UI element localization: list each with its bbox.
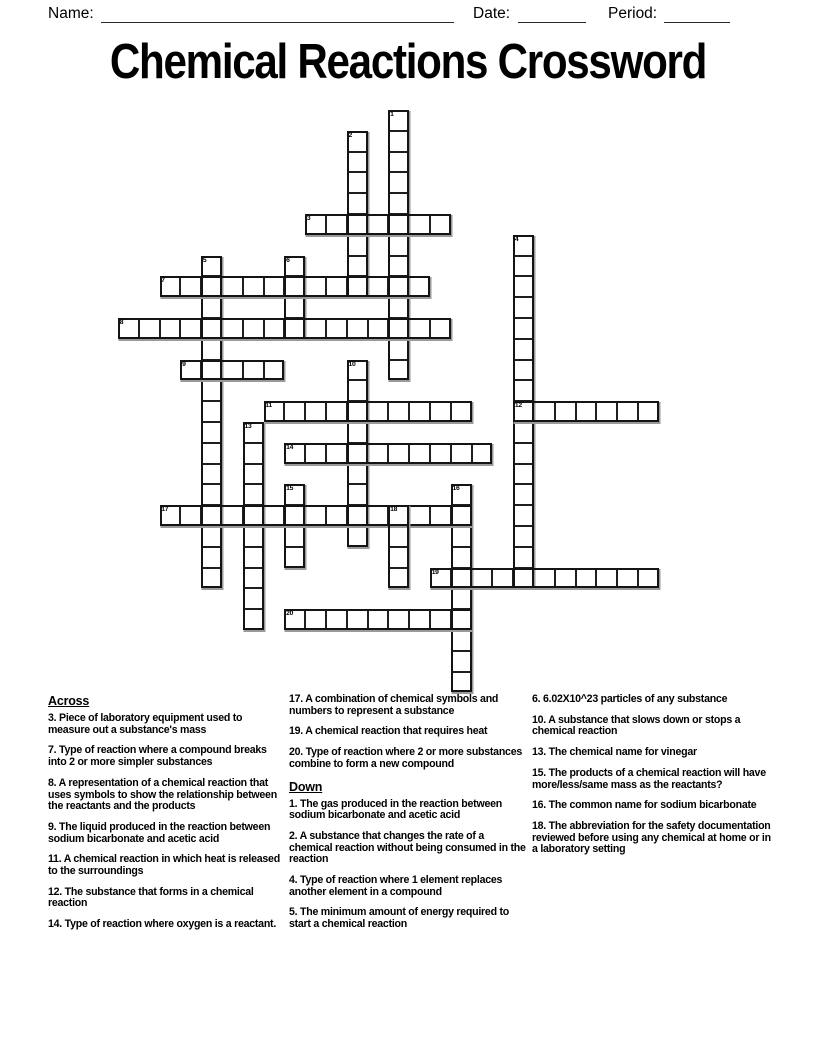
- clue-text: A combination of chemical symbols and numbers to represent a substance: [289, 693, 499, 717]
- clue-text: A chemical reaction in which heat is released to the surroundings: [48, 853, 280, 878]
- grid-number-10: 10: [348, 360, 356, 368]
- grid-cell[interactable]: [451, 651, 472, 672]
- grid-cell[interactable]: [388, 214, 409, 235]
- date-fill-line[interactable]: [518, 4, 586, 23]
- clue-number-label: 19.: [289, 725, 306, 738]
- grid-cell[interactable]: [264, 401, 285, 422]
- grid-number-17: 17: [161, 506, 169, 514]
- grid-cell[interactable]: [513, 380, 534, 401]
- grid-cell[interactable]: [451, 443, 472, 464]
- grid-cell[interactable]: [180, 318, 201, 339]
- grid-cell[interactable]: [305, 401, 326, 422]
- grid-cell[interactable]: [409, 401, 430, 422]
- grid-cell[interactable]: [347, 609, 368, 630]
- grid-cell[interactable]: [368, 276, 389, 297]
- grid-cell[interactable]: [430, 318, 451, 339]
- grid-cell[interactable]: [388, 131, 409, 152]
- grid-cell[interactable]: [451, 588, 472, 609]
- grid-cell[interactable]: [347, 360, 368, 381]
- grid-cell[interactable]: [347, 276, 368, 297]
- grid-number-16: 16: [452, 485, 460, 493]
- grid-cell[interactable]: [305, 443, 326, 464]
- grid-cell[interactable]: [513, 505, 534, 526]
- grid-number-8: 8: [119, 319, 124, 326]
- clue-text: The chemical name for vinegar: [548, 746, 697, 759]
- grid-cell[interactable]: [513, 484, 534, 505]
- clue-18: [532, 821, 778, 856]
- grid-cell[interactable]: [264, 360, 285, 381]
- grid-cell[interactable]: [617, 568, 638, 589]
- clues-heading-across: Across: [48, 694, 90, 708]
- grid-cell[interactable]: [388, 609, 409, 630]
- clue-text: The substance that forms in a chemical reaction: [48, 885, 254, 910]
- clue-text: Piece of laboratory equipment used to measure out a substance's mass: [48, 712, 243, 736]
- grid-cell[interactable]: [243, 276, 264, 297]
- grid-cell[interactable]: [430, 505, 451, 526]
- period-label: Period:: [608, 5, 658, 22]
- grid-cell[interactable]: [284, 276, 305, 297]
- header-row: [48, 4, 748, 28]
- grid-cell[interactable]: [430, 568, 451, 589]
- grid-cell[interactable]: [284, 443, 305, 464]
- grid-cell[interactable]: [201, 318, 222, 339]
- grid-cell[interactable]: [243, 547, 264, 568]
- clue-text: 6.02X10^23 particles of any substance: [543, 693, 728, 705]
- grid-cell[interactable]: [513, 526, 534, 547]
- grid-cell[interactable]: [180, 276, 201, 297]
- clue-text: The abbreviation for the safety documentation reviewed before using any chemical at home or in a laboratory setting: [532, 819, 771, 856]
- clue-text: A substance that slows down or stops a chemical reaction: [532, 713, 741, 738]
- grid-cell[interactable]: [305, 276, 326, 297]
- clue-number-label: 14.: [48, 918, 65, 931]
- grid-cell[interactable]: [347, 172, 368, 193]
- clue-number-label: 10.: [532, 713, 549, 726]
- grid-cell[interactable]: [347, 443, 368, 464]
- grid-number-1: 1: [390, 111, 394, 118]
- grid-cell[interactable]: [388, 526, 409, 547]
- grid-cell[interactable]: [347, 464, 368, 485]
- grid-cell[interactable]: [388, 297, 409, 318]
- grid-cell[interactable]: [201, 276, 222, 297]
- grid-cell[interactable]: [160, 505, 181, 526]
- clue-14: [48, 919, 286, 931]
- grid-cell[interactable]: [347, 256, 368, 277]
- grid-cell[interactable]: [201, 484, 222, 505]
- grid-cell[interactable]: [347, 193, 368, 214]
- clues-column-3: [532, 694, 778, 865]
- grid-cell[interactable]: [388, 568, 409, 589]
- clue-7: [48, 745, 286, 768]
- grid-cell[interactable]: [451, 505, 472, 526]
- grid-cell[interactable]: [451, 609, 472, 630]
- clue-number-label: 7.: [48, 744, 60, 757]
- grid-cell[interactable]: [534, 401, 555, 422]
- clue-number-label: 2.: [289, 829, 300, 842]
- grid-number-9: 9: [182, 360, 186, 368]
- date-label: Date:: [473, 5, 511, 22]
- name-fill-line[interactable]: [101, 4, 454, 23]
- grid-cell[interactable]: [243, 360, 264, 381]
- clue-number-label: 17.: [289, 693, 306, 705]
- grid-cell[interactable]: [513, 256, 534, 277]
- grid-cell[interactable]: [409, 276, 430, 297]
- grid-cell[interactable]: [347, 401, 368, 422]
- grid-number-12: 12: [514, 402, 522, 410]
- grid-cell[interactable]: [388, 172, 409, 193]
- grid-cell[interactable]: [201, 297, 222, 318]
- grid-cell[interactable]: [347, 526, 368, 547]
- grid-number-6: 6: [286, 256, 290, 264]
- clue-number-label: 6.: [532, 693, 544, 705]
- clue-17: [289, 694, 527, 717]
- grid-cell[interactable]: [576, 568, 597, 589]
- grid-cell[interactable]: [139, 318, 160, 339]
- grid-cell[interactable]: [160, 318, 181, 339]
- grid-number-4: 4: [514, 235, 519, 243]
- grid-cell[interactable]: [555, 401, 576, 422]
- grid-cell[interactable]: [347, 380, 368, 401]
- grid-cell[interactable]: [513, 568, 534, 589]
- grid-cell[interactable]: [284, 484, 305, 505]
- grid-cell[interactable]: [243, 443, 264, 464]
- grid-cell[interactable]: [388, 152, 409, 173]
- grid-cell[interactable]: [243, 609, 264, 630]
- grid-cell[interactable]: [201, 443, 222, 464]
- grid-cell[interactable]: [284, 526, 305, 547]
- grid-cell[interactable]: [409, 505, 430, 526]
- grid-cell[interactable]: [326, 443, 347, 464]
- grid-cell[interactable]: [513, 276, 534, 297]
- grid-cell[interactable]: [513, 339, 534, 360]
- grid-cell[interactable]: [180, 360, 201, 381]
- clue-number-label: 4.: [289, 874, 301, 887]
- period-fill-line[interactable]: [664, 4, 730, 23]
- grid-cell[interactable]: [326, 276, 347, 297]
- grid-cell[interactable]: [347, 505, 368, 526]
- grid-cell[interactable]: [284, 401, 305, 422]
- grid-cell[interactable]: [368, 443, 389, 464]
- grid-cell[interactable]: [222, 318, 243, 339]
- grid-cell[interactable]: [243, 318, 264, 339]
- grid-number-7: 7: [161, 277, 165, 285]
- clues-heading-down: Down: [289, 779, 323, 794]
- grid-cell[interactable]: [596, 568, 617, 589]
- clue-number-label: 5.: [289, 906, 301, 919]
- grid-cell[interactable]: [305, 609, 326, 630]
- grid-cell[interactable]: [513, 401, 534, 422]
- clue-text: A representation of a chemical reaction that uses symbols to show the relationship between the reactants and the products: [48, 776, 277, 813]
- grid-cell[interactable]: [347, 422, 368, 443]
- grid-cell[interactable]: [492, 568, 513, 589]
- grid-cell[interactable]: [201, 401, 222, 422]
- grid-number-15: 15: [286, 485, 294, 493]
- grid-cell[interactable]: [451, 526, 472, 547]
- clue-12: [48, 887, 286, 910]
- grid-cell[interactable]: [264, 276, 285, 297]
- grid-cell[interactable]: [284, 609, 305, 630]
- grid-cell[interactable]: [264, 505, 285, 526]
- grid-cell[interactable]: [451, 672, 472, 693]
- grid-cell[interactable]: [180, 505, 201, 526]
- clue-20: [289, 747, 527, 770]
- grid-cell[interactable]: [388, 110, 409, 131]
- clue-number-label: 20.: [289, 746, 306, 759]
- grid-cell[interactable]: [305, 318, 326, 339]
- grid-cell[interactable]: [409, 318, 430, 339]
- clue-text: Type of reaction where 2 or more substances combine to form a new compound: [289, 746, 522, 770]
- grid-cell[interactable]: [284, 297, 305, 318]
- grid-cell[interactable]: [347, 318, 368, 339]
- grid-cell[interactable]: [409, 214, 430, 235]
- grid-cell[interactable]: [347, 214, 368, 235]
- grid-cell[interactable]: [388, 256, 409, 277]
- grid-cell[interactable]: [388, 318, 409, 339]
- grid-cell[interactable]: [513, 318, 534, 339]
- grid-cell[interactable]: [201, 505, 222, 526]
- grid-number-19: 19: [431, 568, 439, 576]
- clue-13: [532, 747, 778, 759]
- grid-cell[interactable]: [513, 360, 534, 381]
- grid-cell[interactable]: [596, 401, 617, 422]
- grid-cell[interactable]: [555, 568, 576, 589]
- grid-cell[interactable]: [305, 214, 326, 235]
- grid-cell[interactable]: [409, 609, 430, 630]
- clue-9: [48, 822, 286, 845]
- clue-text: The gas produced in the reaction between sodium bicarbonate and acetic acid: [289, 797, 502, 822]
- grid-cell[interactable]: [243, 526, 264, 547]
- grid-cell[interactable]: [201, 422, 222, 443]
- clue-text: Type of reaction where a compound breaks into 2 or more simpler substances: [48, 744, 267, 769]
- clue-number-label: 8.: [48, 776, 59, 789]
- grid-cell[interactable]: [368, 318, 389, 339]
- grid-number-2: 2: [348, 131, 352, 139]
- grid-cell[interactable]: [243, 505, 264, 526]
- clue-16: [532, 800, 778, 812]
- clue-number-label: 15.: [532, 766, 549, 779]
- grid-cell[interactable]: [430, 214, 451, 235]
- clue-number-label: 11.: [48, 853, 64, 866]
- grid-cell[interactable]: [243, 568, 264, 589]
- grid-cell[interactable]: [430, 443, 451, 464]
- grid-cell[interactable]: [513, 547, 534, 568]
- grid-cell[interactable]: [326, 214, 347, 235]
- grid-cell[interactable]: [201, 339, 222, 360]
- grid-cell[interactable]: [243, 464, 264, 485]
- clue-number-label: 9.: [48, 820, 60, 833]
- clue-1: [289, 799, 527, 822]
- grid-cell[interactable]: [347, 484, 368, 505]
- clue-number-label: 13.: [532, 746, 549, 759]
- clue-number-label: 1.: [289, 797, 301, 810]
- grid-cell[interactable]: [326, 505, 347, 526]
- grid-cell[interactable]: [347, 235, 368, 256]
- clue-text: A chemical reaction that requires heat: [305, 725, 488, 738]
- grid-cell[interactable]: [388, 505, 409, 526]
- grid-cell[interactable]: [617, 401, 638, 422]
- grid-cell[interactable]: [513, 297, 534, 318]
- grid-number-3: 3: [306, 215, 311, 222]
- grid-number-13: 13: [244, 423, 252, 430]
- clue-8: [48, 778, 286, 813]
- grid-cell[interactable]: [472, 443, 493, 464]
- grid-cell[interactable]: [264, 318, 285, 339]
- grid-cell[interactable]: [326, 401, 347, 422]
- grid-cell[interactable]: [222, 276, 243, 297]
- clue-text: The products of a chemical reaction will have more/less/same mass as the reactants?: [532, 766, 766, 791]
- grid-cell[interactable]: [222, 505, 243, 526]
- grid-cell[interactable]: [222, 360, 243, 381]
- clue-text: A substance that changes the rate of a chemical reaction without being consumed in the reaction: [289, 829, 526, 866]
- grid-cell[interactable]: [284, 318, 305, 339]
- clue-11: [48, 854, 286, 877]
- grid-cell[interactable]: [451, 630, 472, 651]
- grid-cell[interactable]: [451, 547, 472, 568]
- grid-cell[interactable]: [388, 193, 409, 214]
- grid-cell[interactable]: [409, 443, 430, 464]
- grid-number-20: 20: [286, 610, 294, 618]
- grid-cell[interactable]: [388, 547, 409, 568]
- grid-cell[interactable]: [368, 609, 389, 630]
- name-label: Name:: [48, 5, 94, 22]
- grid-cell[interactable]: [430, 609, 451, 630]
- clue-10: [532, 715, 778, 738]
- grid-cell[interactable]: [201, 360, 222, 381]
- clue-3: [48, 713, 286, 736]
- clues-column-2: [289, 694, 527, 940]
- grid-cell[interactable]: [201, 464, 222, 485]
- grid-cell[interactable]: [326, 318, 347, 339]
- clue-text: Type of reaction where oxygen is a reactant.: [64, 918, 277, 931]
- grid-cell[interactable]: [305, 505, 326, 526]
- grid-cell[interactable]: [388, 443, 409, 464]
- clue-2: [289, 831, 527, 866]
- grid-cell[interactable]: [201, 380, 222, 401]
- clue-19: [289, 726, 527, 738]
- grid-cell[interactable]: [451, 568, 472, 589]
- grid-cell[interactable]: [388, 339, 409, 360]
- grid-cell[interactable]: [201, 526, 222, 547]
- grid-cell[interactable]: [388, 276, 409, 297]
- clue-text: The common name for sodium bicarbonate: [548, 799, 757, 812]
- grid-cell[interactable]: [513, 443, 534, 464]
- clue-text: Type of reaction where 1 element replaces another element in a compound: [289, 874, 503, 898]
- grid-cell[interactable]: [284, 547, 305, 568]
- grid-cell[interactable]: [326, 609, 347, 630]
- clue-5: [289, 907, 527, 930]
- grid-number-5: 5: [202, 256, 207, 264]
- grid-cell[interactable]: [513, 464, 534, 485]
- grid-cell[interactable]: [430, 401, 451, 422]
- grid-cell[interactable]: [451, 484, 472, 505]
- grid-cell[interactable]: [243, 422, 264, 443]
- grid-cell[interactable]: [451, 401, 472, 422]
- grid-cell[interactable]: [347, 131, 368, 152]
- grid-cell[interactable]: [513, 235, 534, 256]
- page-title: Chemical Reactions Crossword: [109, 35, 707, 89]
- grid-cell[interactable]: [576, 401, 597, 422]
- grid-cell[interactable]: [513, 422, 534, 443]
- clue-6: [532, 694, 778, 706]
- clue-15: [532, 768, 778, 791]
- grid-cell[interactable]: [534, 568, 555, 589]
- grid-cell[interactable]: [638, 401, 659, 422]
- grid-cell[interactable]: [388, 401, 409, 422]
- grid-cell[interactable]: [388, 360, 409, 381]
- grid-cell[interactable]: [388, 235, 409, 256]
- grid-cell[interactable]: [201, 256, 222, 277]
- grid-cell[interactable]: [118, 318, 139, 339]
- clue-text: The liquid produced in the reaction between sodium bicarbonate and acetic acid: [48, 820, 271, 845]
- grid-cell[interactable]: [368, 505, 389, 526]
- grid-cell[interactable]: [201, 547, 222, 568]
- grid-number-11: 11: [265, 402, 272, 410]
- grid-cell[interactable]: [472, 568, 493, 589]
- grid-cell[interactable]: [201, 568, 222, 589]
- grid-cell[interactable]: [368, 214, 389, 235]
- clues-column-1: [48, 694, 286, 940]
- grid-number-14: 14: [286, 443, 294, 451]
- clue-number-label: 3.: [48, 712, 60, 724]
- clue-number-label: 18.: [532, 819, 549, 832]
- grid-cell[interactable]: [284, 505, 305, 526]
- clue-text: The minimum amount of energy required to start a chemical reaction: [289, 906, 509, 931]
- grid-cell[interactable]: [243, 484, 264, 505]
- grid-cell[interactable]: [347, 152, 368, 173]
- grid-cell[interactable]: [284, 256, 305, 277]
- grid-cell[interactable]: [368, 401, 389, 422]
- grid-cell[interactable]: [638, 568, 659, 589]
- clue-number-label: 12.: [48, 885, 65, 898]
- grid-cell[interactable]: [160, 276, 181, 297]
- grid-number-18: 18: [390, 506, 398, 514]
- grid-cell[interactable]: [243, 588, 264, 609]
- clue-number-label: 16.: [532, 799, 549, 812]
- clue-4: [289, 875, 527, 898]
